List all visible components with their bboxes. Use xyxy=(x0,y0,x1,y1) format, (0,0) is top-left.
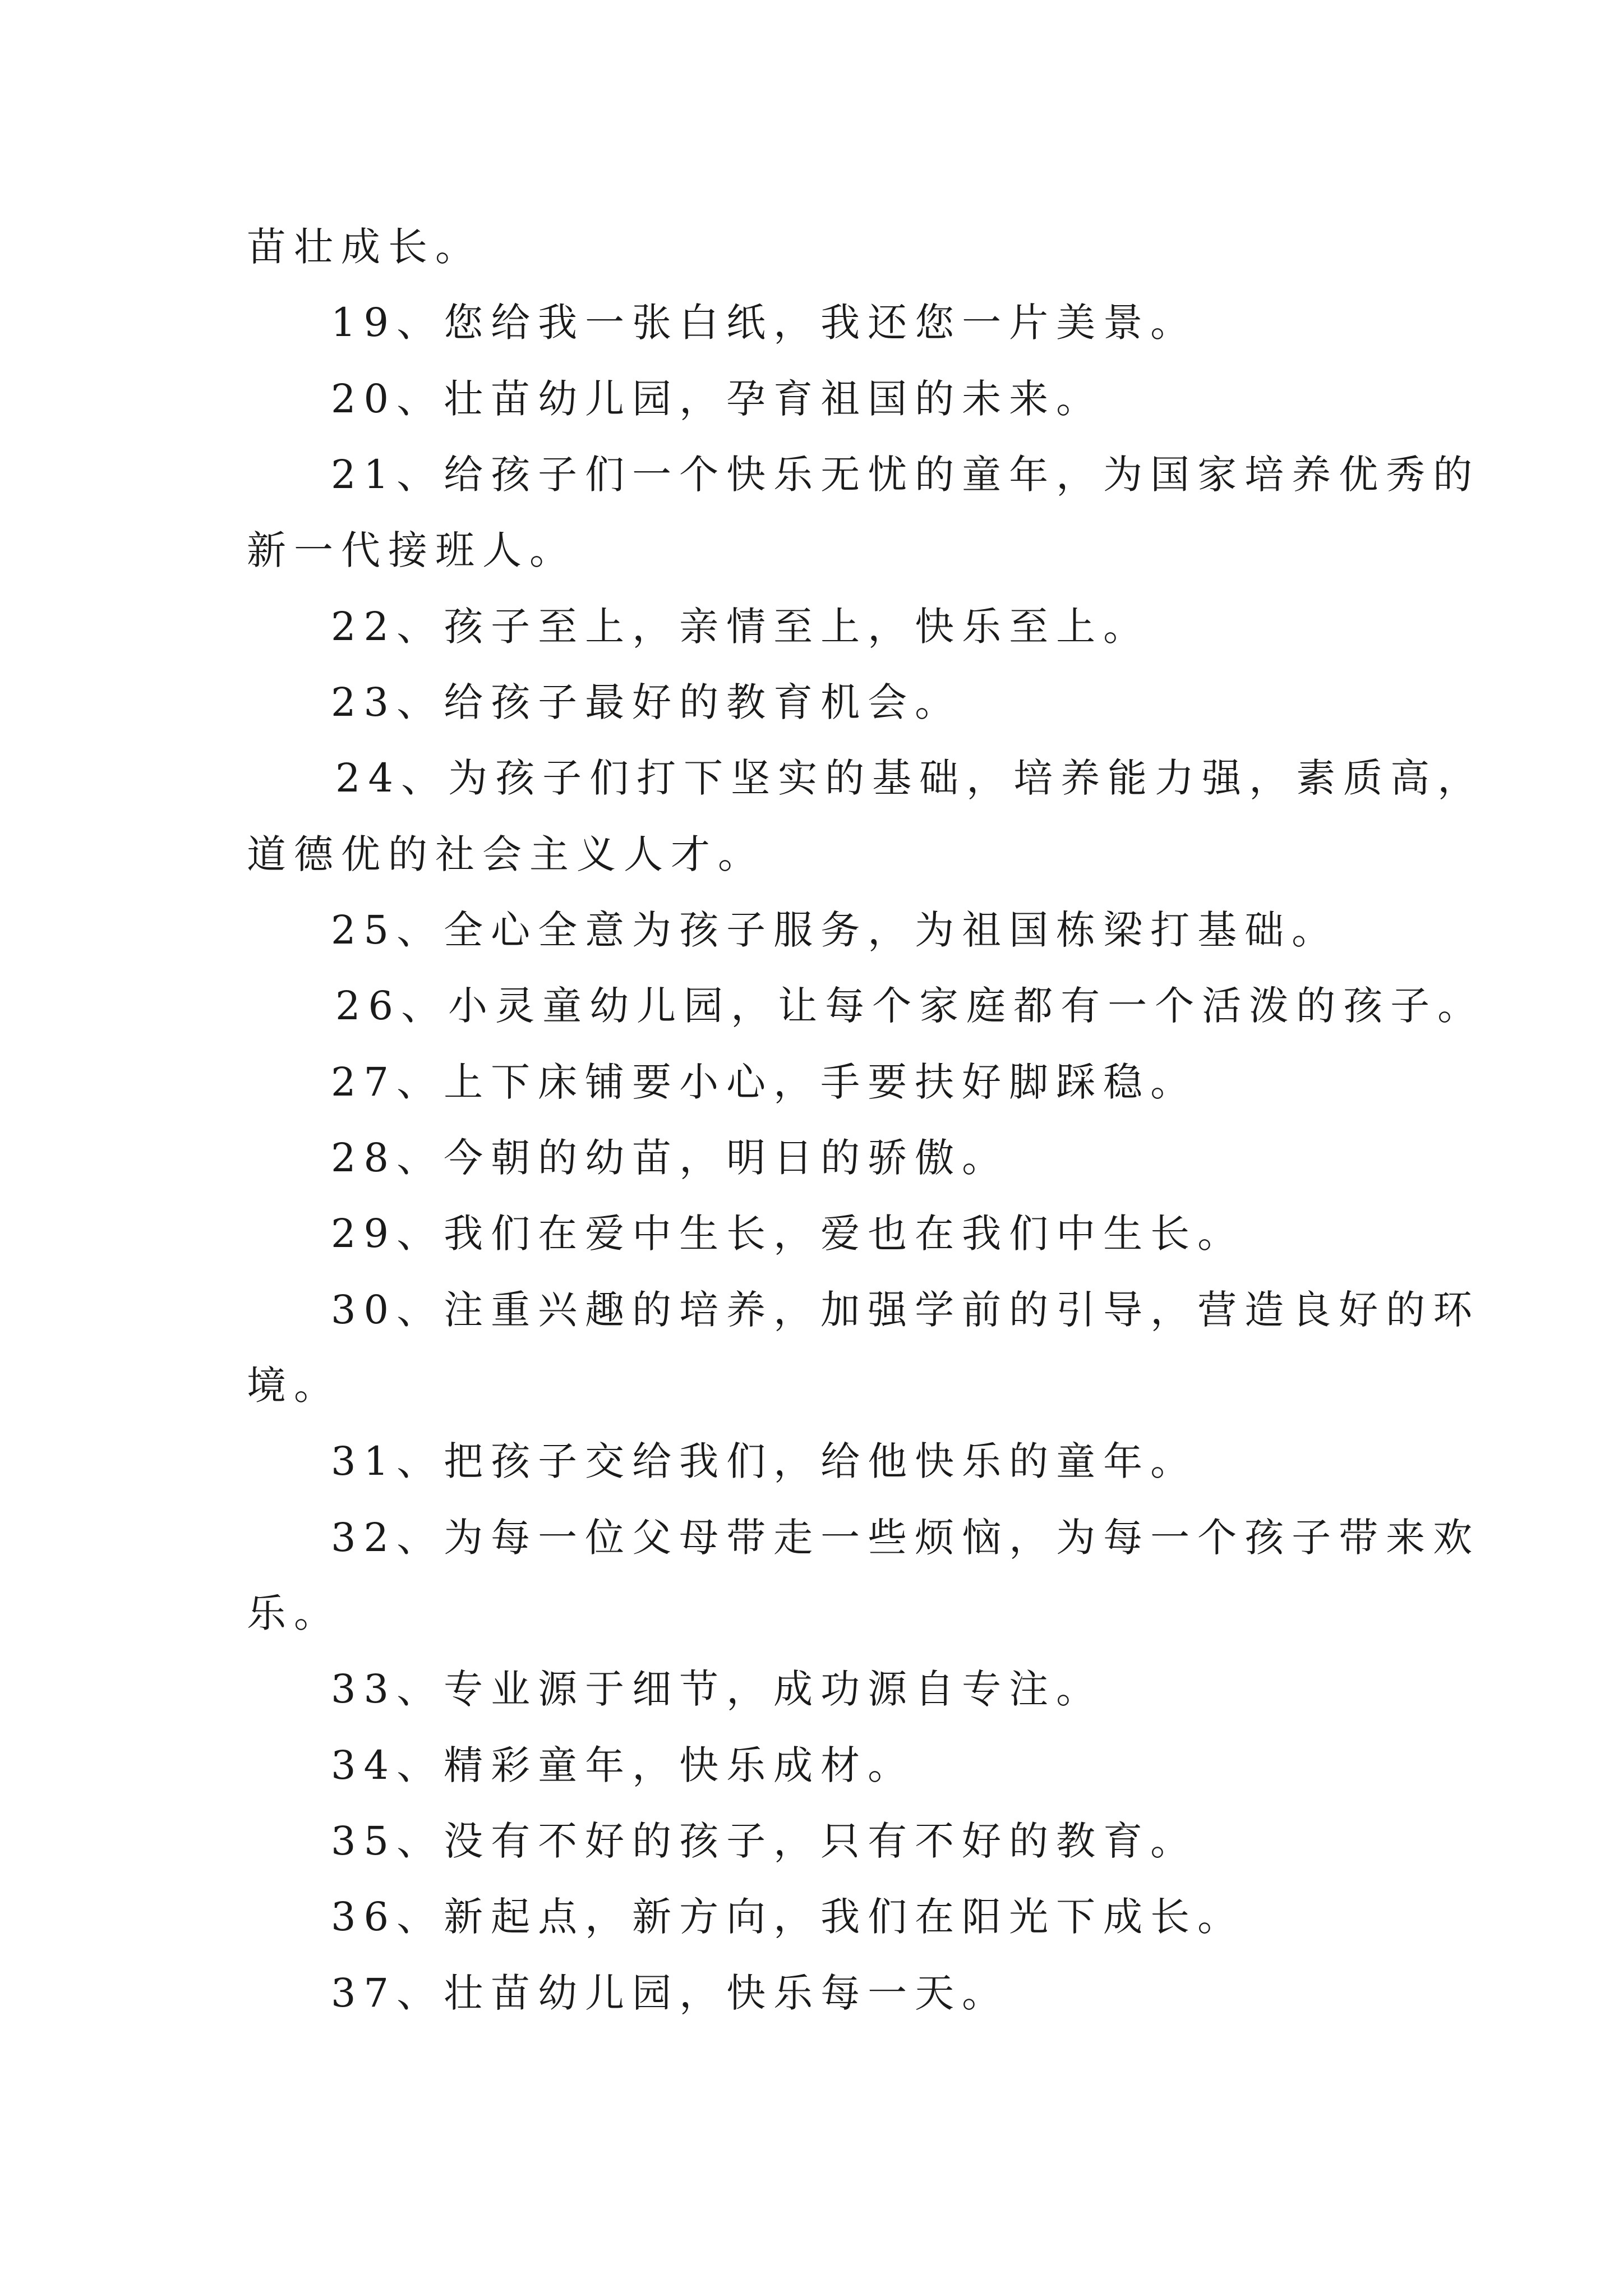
text-line: 26、小灵童幼儿园，让每个家庭都有一个活泼的孩子。 xyxy=(335,983,1485,1029)
text-line: 23、给孩子最好的教育机会。 xyxy=(331,679,962,725)
text-line: 22、孩子至上，亲情至上，快乐至上。 xyxy=(331,604,1151,650)
text-line: 28、今朝的幼苗，明日的骄傲。 xyxy=(331,1135,1009,1181)
text-line: 19、您给我一张白纸，我还您一片美景。 xyxy=(331,300,1198,346)
text-line: 道德优的社会主义人才。 xyxy=(247,831,765,877)
text-line: 苗壮成长。 xyxy=(247,224,482,270)
text-line: 36、新起点，新方向，我们在阳光下成长。 xyxy=(331,1894,1245,1940)
text-line: 35、没有不好的孩子，只有不好的教育。 xyxy=(331,1818,1198,1864)
text-line: 20、壮苗幼儿园，孕育祖国的未来。 xyxy=(331,376,1104,422)
text-line: 33、专业源于细节，成功源自专注。 xyxy=(331,1666,1104,1712)
text-line: 25、全心全意为孩子服务，为祖国栋梁打基础。 xyxy=(331,907,1339,953)
text-line: 34、精彩童年，快乐成材。 xyxy=(331,1742,915,1788)
text-line: 27、上下床铺要小心，手要扶好脚踩稳。 xyxy=(331,1059,1198,1105)
text-line: 30、注重兴趣的培养，加强学前的引导，营造良好的环 xyxy=(331,1287,1481,1333)
text-line: 24、为孩子们打下坚实的基础，培养能力强，素质高， xyxy=(335,755,1485,801)
text-line: 29、我们在爱中生长，爱也在我们中生长。 xyxy=(331,1211,1245,1257)
text-line: 21、给孩子们一个快乐无忧的童年，为国家培养优秀的 xyxy=(331,452,1481,498)
text-line: 37、壮苗幼儿园，快乐每一天。 xyxy=(331,1970,1009,2016)
text-line: 境。 xyxy=(247,1363,341,1409)
text-line: 32、为每一位父母带走一些烦恼，为每一个孩子带来欢 xyxy=(331,1515,1481,1561)
text-line: 31、把孩子交给我们，给他快乐的童年。 xyxy=(331,1438,1198,1484)
text-line: 新一代接班人。 xyxy=(247,527,577,573)
text-line: 乐。 xyxy=(247,1590,341,1636)
